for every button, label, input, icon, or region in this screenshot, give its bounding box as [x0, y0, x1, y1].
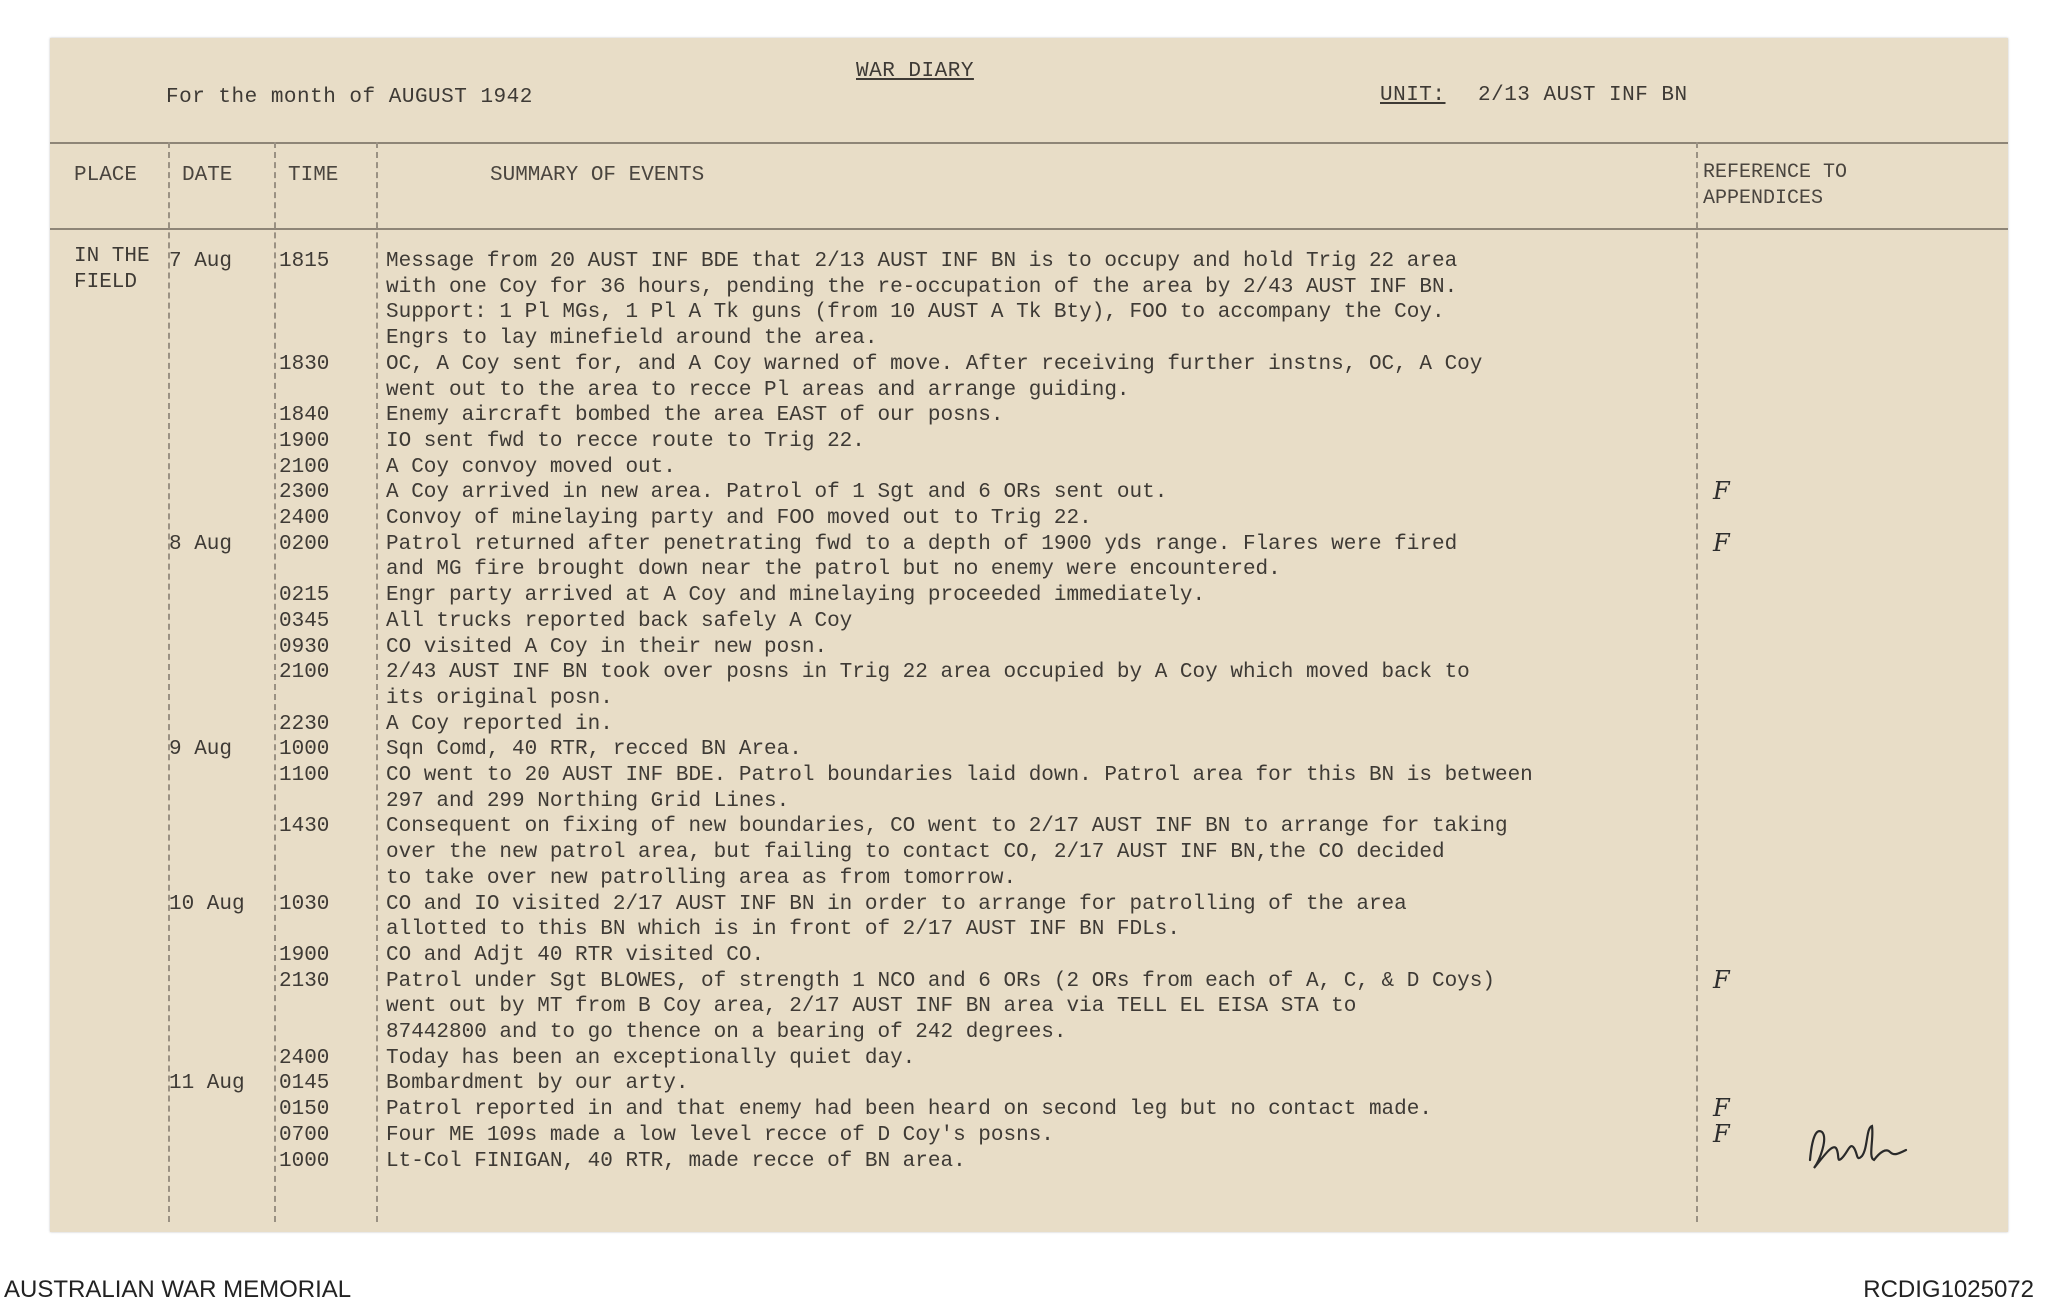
- entry-summary: A Coy arrived in new area. Patrol of 1 Sgt and 6 ORs sent out.: [386, 481, 1168, 504]
- entry-summary: 297 and 299 Northing Grid Lines.: [386, 790, 790, 813]
- diary-entry-row: [50, 815, 2008, 841]
- diary-entry-row: [50, 379, 2008, 405]
- entry-summary: went out to the area to recce Pl areas and arrange guiding.: [386, 379, 1130, 402]
- entry-summary: Four ME 109s made a low level recce of D Coy's posns.: [386, 1124, 1054, 1147]
- reference-header-line2: APPENDICES: [1703, 187, 1824, 210]
- entry-summary: Enemy aircraft bombed the area EAST of our posns.: [386, 404, 1004, 427]
- column-header-place: PLACE: [74, 164, 138, 187]
- place-line2: FIELD: [74, 271, 138, 294]
- column-header-date: DATE: [182, 164, 233, 187]
- entry-summary: its original posn.: [386, 687, 613, 710]
- entry-time: 1900: [279, 944, 330, 967]
- entry-summary: CO and Adjt 40 RTR visited CO.: [386, 944, 765, 967]
- appendix-reference-mark: F: [1713, 1120, 1730, 1148]
- diary-entry-row: [50, 404, 2008, 430]
- column-header-reference: [1703, 160, 1847, 212]
- diary-entry-row: [50, 636, 2008, 662]
- entry-summary: Consequent on fixing of new boundaries, CO went to 2/17 AUST INF BN to arrange for taking: [386, 815, 1508, 838]
- entry-time: 2100: [279, 456, 330, 479]
- appendix-reference-mark: F: [1713, 966, 1730, 994]
- entry-summary: allotted to this BN which is in front of 2/17 AUST INF BN FDLs.: [386, 918, 1180, 941]
- entry-summary: Patrol returned after penetrating fwd to a depth of 1900 yds range. Flares were fired: [386, 533, 1458, 556]
- entry-time: 1100: [279, 764, 330, 787]
- entry-summary: CO and IO visited 2/17 AUST INF BN in order to arrange for patrolling of the area: [386, 893, 1407, 916]
- entry-date: 10 Aug: [169, 893, 245, 916]
- entry-time: 1900: [279, 430, 330, 453]
- entry-summary: Convoy of minelaying party and FOO moved out to Trig 22.: [386, 507, 1092, 530]
- entry-time: 2130: [279, 970, 330, 993]
- entry-time: 0215: [279, 584, 330, 607]
- diary-entry-row: [50, 1021, 2008, 1047]
- entry-time: 0700: [279, 1124, 330, 1147]
- diary-entry-row: [50, 790, 2008, 816]
- entry-summary: to take over new patrolling area as from tomorrow.: [386, 867, 1017, 890]
- entry-summary: 2/43 AUST INF BN took over posns in Trig 22 area occupied by A Coy which moved back to: [386, 661, 1470, 684]
- entry-summary: IO sent fwd to recce route to Trig 22.: [386, 430, 865, 453]
- entry-time: 2100: [279, 661, 330, 684]
- entry-summary: CO went to 20 AUST INF BDE. Patrol boundaries laid down. Patrol area for this BN is between: [386, 764, 1533, 787]
- diary-entry-row: [50, 584, 2008, 610]
- diary-entry-row: [50, 764, 2008, 790]
- diary-entry-row: [50, 477, 2008, 507]
- reference-header-line1: REFERENCE TO: [1703, 161, 1848, 184]
- diary-entry-row: [50, 430, 2008, 456]
- appendix-reference-mark: F: [1713, 529, 1730, 557]
- entry-summary: A Coy reported in.: [386, 713, 613, 736]
- entry-summary: over the new patrol area, but failing to contact CO, 2/17 AUST INF BN,the CO decided: [386, 841, 1445, 864]
- entry-time: 1815: [279, 250, 330, 273]
- entry-summary: All trucks reported back safely A Coy: [386, 610, 853, 633]
- entry-time: 1840: [279, 404, 330, 427]
- diary-entry-row: [50, 558, 2008, 584]
- diary-entry-row: [50, 687, 2008, 713]
- entry-time: 2400: [279, 1047, 330, 1070]
- diary-entry-row: [50, 738, 2008, 764]
- entry-time: 0145: [279, 1072, 330, 1095]
- diary-entry-row: [50, 327, 2008, 353]
- document-title: WAR DIARY: [856, 60, 974, 83]
- appendix-reference-mark: F: [1713, 1094, 1730, 1122]
- diary-entry-row: [50, 250, 2008, 276]
- diary-entry-row: [50, 966, 2008, 996]
- record-id: RCDIG1025072: [1863, 1276, 2034, 1303]
- entry-summary: A Coy convoy moved out.: [386, 456, 676, 479]
- diary-entry-row: [50, 529, 2008, 559]
- entry-time: 1000: [279, 738, 330, 761]
- diary-entry-row: [50, 301, 2008, 327]
- place-line1: IN THE: [74, 245, 150, 268]
- entry-date: 7 Aug: [169, 250, 233, 273]
- entry-summary: Today has been an exceptionally quiet day.: [386, 1047, 916, 1070]
- diary-entry-row: [50, 867, 2008, 893]
- entry-time: 1000: [279, 1150, 330, 1173]
- entry-date: 8 Aug: [169, 533, 233, 556]
- diary-entry-row: [50, 841, 2008, 867]
- entry-time: 1430: [279, 815, 330, 838]
- entry-summary: OC, A Coy sent for, and A Coy warned of move. After receiving further instns, OC, A Coy: [386, 353, 1483, 376]
- entry-time: 2300: [279, 481, 330, 504]
- entry-summary: Engr party arrived at A Coy and minelaying proceeded immediately.: [386, 584, 1206, 607]
- archive-credit: AUSTRALIAN WAR MEMORIAL: [4, 1276, 352, 1303]
- entry-date: 11 Aug: [169, 1072, 245, 1095]
- entry-summary: Engrs to lay minefield around the area.: [386, 327, 878, 350]
- entry-summary: Message from 20 AUST INF BDE that 2/13 AUST INF BN is to occupy and hold Trig 22 area: [386, 250, 1458, 273]
- entry-summary: Patrol under Sgt BLOWES, of strength 1 NCO and 6 ORs (2 ORs from each of A, C, & D Coys): [386, 970, 1495, 993]
- diary-entry-row: [50, 1047, 2008, 1073]
- entry-summary: CO visited A Coy in their new posn.: [386, 636, 828, 659]
- month-heading: For the month of AUGUST 1942: [166, 86, 533, 109]
- entry-summary: Sqn Comd, 40 RTR, recced BN Area.: [386, 738, 802, 761]
- entry-time: 2400: [279, 507, 330, 530]
- appendix-reference-mark: F: [1713, 477, 1730, 505]
- entry-time: 1830: [279, 353, 330, 376]
- entry-summary: Support: 1 Pl MGs, 1 Pl A Tk guns (from 10 AUST A Tk Bty), FOO to accompany the Coy.: [386, 301, 1445, 324]
- entry-time: 1030: [279, 893, 330, 916]
- entry-summary: went out by MT from B Coy area, 2/17 AUST INF BN area via TELL EL EISA STA to: [386, 995, 1357, 1018]
- entry-summary: and MG fire brought down near the patrol but no enemy were encountered.: [386, 558, 1281, 581]
- entry-summary: with one Coy for 36 hours, pending the re-occupation of the area by 2/43 AUST INF BN.: [386, 276, 1458, 299]
- diary-entry-row: [50, 918, 2008, 944]
- diary-entry-row: [50, 893, 2008, 919]
- entry-time: 0930: [279, 636, 330, 659]
- diary-entry-row: [50, 713, 2008, 739]
- entry-summary: 87442800 and to go thence on a bearing of 242 degrees.: [386, 1021, 1067, 1044]
- diary-page: [50, 38, 2008, 1232]
- diary-entry-row: [50, 353, 2008, 379]
- unit-label: UNIT:: [1380, 84, 1446, 107]
- unit-value: 2/13 AUST INF BN: [1478, 84, 1688, 107]
- diary-entry-row: [50, 610, 2008, 636]
- entry-date: 9 Aug: [169, 738, 233, 761]
- entry-time: 0200: [279, 533, 330, 556]
- entry-summary: Bombardment by our arty.: [386, 1072, 689, 1095]
- entry-time: 2230: [279, 713, 330, 736]
- diary-entry-row: [50, 661, 2008, 687]
- entry-summary: Lt-Col FINIGAN, 40 RTR, made recce of BN area.: [386, 1150, 966, 1173]
- handwritten-signature: [1802, 1108, 1912, 1178]
- entry-summary: Patrol reported in and that enemy had been heard on second leg but no contact made.: [386, 1098, 1432, 1121]
- header-top-rule: [50, 142, 2008, 144]
- column-header-time: TIME: [288, 164, 339, 187]
- header-bottom-rule: [50, 228, 2008, 230]
- diary-entry-row: [50, 995, 2008, 1021]
- diary-entry-row: [50, 276, 2008, 302]
- diary-entry-row: [50, 1120, 2008, 1150]
- entry-time: 0345: [279, 610, 330, 633]
- diary-entry-row: [50, 1150, 2008, 1176]
- entry-time: 0150: [279, 1098, 330, 1121]
- column-header-summary: SUMMARY OF EVENTS: [490, 164, 705, 187]
